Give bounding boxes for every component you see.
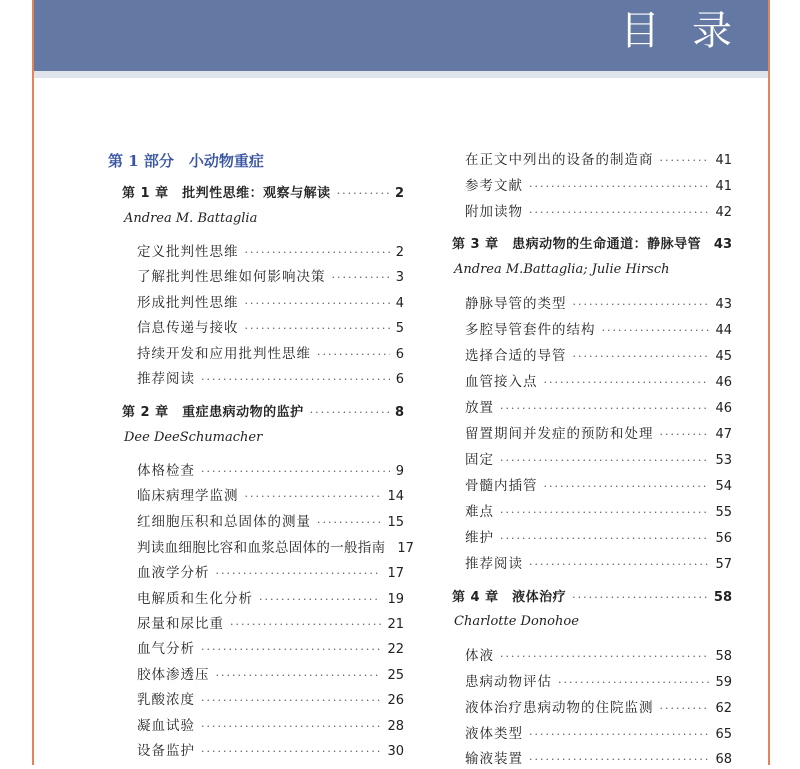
leader-dots (660, 426, 710, 444)
entry-label: 血液学分析 (137, 565, 210, 581)
page-number: 43 (715, 297, 732, 312)
page-title: 目录 (620, 8, 764, 54)
toc-entry[interactable] (137, 513, 404, 532)
page-number: 2 (394, 186, 404, 201)
chapter-author: Charlotte Donohoe (454, 614, 579, 629)
toc-entry[interactable] (465, 295, 732, 314)
toc-chapter-3[interactable] (452, 236, 732, 254)
page-number: 58 (715, 649, 732, 664)
entry-label: 骨髓内插管 (465, 478, 538, 494)
entry-label: 尿量和尿比重 (137, 616, 224, 632)
chapter-title: 第 2 章 重症患病动物的监护 (122, 405, 304, 420)
entry-label: 难点 (465, 504, 494, 520)
page-number: 42 (715, 205, 732, 220)
chapter-author: Andrea M.Battaglia; Julie Hirsch (454, 262, 670, 277)
toc-entry[interactable] (465, 425, 732, 444)
page-number: 26 (387, 693, 404, 708)
toc-entry[interactable] (137, 742, 404, 761)
toc-entry[interactable] (137, 370, 404, 389)
entry-label: 了解批判性思维如何影响决策 (137, 269, 326, 285)
page-number: 4 (395, 296, 404, 311)
toc-entry[interactable] (137, 640, 404, 659)
toc-entry[interactable] (137, 319, 404, 338)
toc-entry[interactable] (465, 373, 732, 392)
leader-dots (544, 478, 710, 496)
entry-label: 判读血细胞比容和血浆总固体的一般指南 (137, 540, 386, 556)
entry-label: 定义批判性思维 (137, 244, 239, 260)
toc-entry[interactable] (465, 451, 732, 470)
toc-entry[interactable] (137, 615, 404, 634)
page-number: 8 (394, 405, 404, 420)
leader-dots (529, 204, 709, 222)
toc-entry[interactable] (465, 647, 732, 666)
entry-label: 推荐阅读 (137, 371, 195, 387)
leader-dots (245, 488, 382, 506)
leader-dots (500, 504, 709, 522)
leader-dots (245, 244, 390, 262)
header-stripe (34, 71, 768, 78)
entry-label: 静脉导管的类型 (465, 296, 567, 312)
toc-entry[interactable] (465, 725, 732, 744)
page-number: 54 (715, 479, 732, 494)
leader-dots (245, 295, 390, 313)
leader-dots (201, 371, 390, 389)
page-number: 2 (395, 245, 404, 260)
page-number: 21 (387, 617, 404, 632)
page-number: 68 (715, 752, 732, 767)
toc-entry[interactable] (137, 539, 414, 558)
entry-label: 凝血试验 (137, 718, 195, 734)
leader-dots (259, 591, 381, 609)
entry-label: 体液 (465, 648, 494, 664)
page-number: 59 (715, 675, 732, 690)
leader-dots (529, 726, 709, 744)
toc-entry[interactable] (465, 347, 732, 366)
leader-dots (201, 743, 381, 761)
entry-label: 血气分析 (137, 641, 195, 657)
page-number: 22 (387, 642, 404, 657)
leader-dots (201, 463, 390, 481)
leader-dots (660, 152, 710, 170)
leader-dots (201, 718, 381, 736)
leader-dots (201, 692, 381, 710)
toc-entry[interactable] (465, 477, 732, 496)
entry-label: 维护 (465, 530, 494, 546)
entry-label: 胶体渗透压 (137, 667, 210, 683)
toc-entry[interactable] (137, 294, 404, 313)
page-number: 47 (715, 427, 732, 442)
entry-label: 电解质和生化分析 (137, 591, 253, 607)
entry-label: 持续开发和应用批判性思维 (137, 346, 311, 362)
chapter-author: Dee DeeSchumacher (124, 430, 263, 445)
toc-entry[interactable] (137, 462, 404, 481)
entry-label: 血管接入点 (465, 374, 538, 390)
leader-dots (310, 404, 389, 422)
toc-entry[interactable] (137, 243, 404, 262)
leader-dots (573, 296, 710, 314)
leader-dots (500, 648, 709, 666)
toc-entry[interactable] (465, 555, 732, 574)
toc-entry[interactable] (137, 564, 404, 583)
entry-label: 信息传递与接收 (137, 320, 239, 336)
toc-entry[interactable] (465, 151, 732, 170)
leader-dots (707, 236, 708, 254)
entry-label: 参考文献 (465, 178, 523, 194)
page-number: 46 (715, 401, 732, 416)
entry-label: 多腔导管套件的结构 (465, 322, 596, 338)
toc-entry[interactable] (137, 345, 404, 364)
toc-chapter-2[interactable] (122, 404, 404, 422)
toc-entry[interactable] (465, 529, 732, 548)
entry-label: 临床病理学监测 (137, 488, 239, 504)
entry-label: 留置期间并发症的预防和处理 (465, 426, 654, 442)
page-number: 9 (395, 464, 404, 479)
page-number: 56 (715, 531, 732, 546)
toc-entry[interactable] (137, 268, 404, 287)
entry-label: 体格检查 (137, 463, 195, 479)
toc-entry[interactable] (137, 666, 404, 685)
page-number: 53 (715, 453, 732, 468)
toc-entry[interactable] (137, 691, 404, 710)
leader-dots (317, 514, 381, 532)
page-number: 30 (387, 744, 404, 759)
header-band (34, 0, 768, 71)
entry-label: 推荐阅读 (465, 556, 523, 572)
page-number: 41 (715, 153, 732, 168)
entry-label: 液体治疗患病动物的住院监测 (465, 700, 654, 716)
page-number: 17 (387, 566, 404, 581)
toc-chapter-4[interactable] (452, 589, 732, 607)
leader-dots (500, 400, 709, 418)
page-number: 28 (387, 719, 404, 734)
entry-label: 乳酸浓度 (137, 692, 195, 708)
entry-label: 形成批判性思维 (137, 295, 239, 311)
entry-label: 设备监护 (137, 743, 195, 759)
toc-entry[interactable] (465, 203, 732, 222)
page-number: 44 (715, 323, 732, 338)
page-number: 6 (395, 347, 404, 362)
leader-dots (602, 322, 710, 340)
leader-dots (544, 374, 710, 392)
leader-dots (500, 530, 709, 548)
part-heading: 第 1 部分 小动物重症 (108, 152, 264, 170)
leader-dots (529, 751, 709, 769)
toc-entry[interactable] (137, 590, 404, 609)
page-number: 6 (395, 372, 404, 387)
page-number: 15 (387, 515, 404, 530)
page-number: 55 (715, 505, 732, 520)
chapter-title: 第 4 章 液体治疗 (452, 590, 567, 605)
entry-label: 固定 (465, 452, 494, 468)
entry-label: 患病动物评估 (465, 674, 552, 690)
entry-label: 输液装置 (465, 751, 523, 767)
chapter-title: 第 3 章 患病动物的生命通道：静脉导管 (452, 237, 702, 252)
leader-dots (332, 269, 390, 287)
entry-label: 放置 (465, 400, 494, 416)
toc-chapter-1[interactable] (122, 185, 404, 203)
leader-dots (660, 700, 710, 718)
page-number: 19 (387, 592, 404, 607)
page-number: 43 (713, 237, 732, 252)
page-number: 58 (713, 590, 732, 605)
leader-dots (529, 178, 709, 196)
page-number: 62 (715, 701, 732, 716)
leader-dots (500, 452, 709, 470)
entry-label: 红细胞压积和总固体的测量 (137, 514, 311, 530)
entry-label: 选择合适的导管 (465, 348, 567, 364)
toc-entry[interactable] (465, 673, 732, 692)
page-number: 5 (395, 321, 404, 336)
page-number: 14 (387, 489, 404, 504)
entry-label: 液体类型 (465, 726, 523, 742)
leader-dots (216, 667, 382, 685)
toc-entry[interactable] (465, 321, 732, 340)
leader-dots (572, 589, 708, 607)
chapter-title: 第 1 章 批判性思维：观察与解读 (122, 186, 331, 201)
entry-label: 在正文中列出的设备的制造商 (465, 152, 654, 168)
page-number: 65 (715, 727, 732, 742)
chapter-author: Andrea M. Battaglia (124, 211, 258, 226)
entry-label: 附加读物 (465, 204, 523, 220)
leader-dots (201, 641, 381, 659)
leader-dots (245, 320, 390, 338)
toc-entry[interactable] (465, 750, 732, 769)
page-number: 25 (387, 668, 404, 683)
leader-dots (529, 556, 709, 574)
page-number: 57 (715, 557, 732, 572)
leader-dots (230, 616, 381, 634)
page-number: 46 (715, 375, 732, 390)
leader-dots (317, 346, 390, 364)
leader-dots (216, 565, 382, 583)
toc-entry[interactable] (465, 699, 732, 718)
page-number: 17 (397, 541, 414, 556)
toc-entry[interactable] (137, 717, 404, 736)
page-number: 3 (395, 270, 404, 285)
toc-entry[interactable] (137, 487, 404, 506)
leader-dots (337, 185, 389, 203)
page-number: 41 (715, 179, 732, 194)
toc-entry[interactable] (465, 177, 732, 196)
leader-dots (573, 348, 710, 366)
leader-dots (558, 674, 709, 692)
toc-entry[interactable] (465, 399, 732, 418)
page-number: 45 (715, 349, 732, 364)
toc-entry[interactable] (465, 503, 732, 522)
